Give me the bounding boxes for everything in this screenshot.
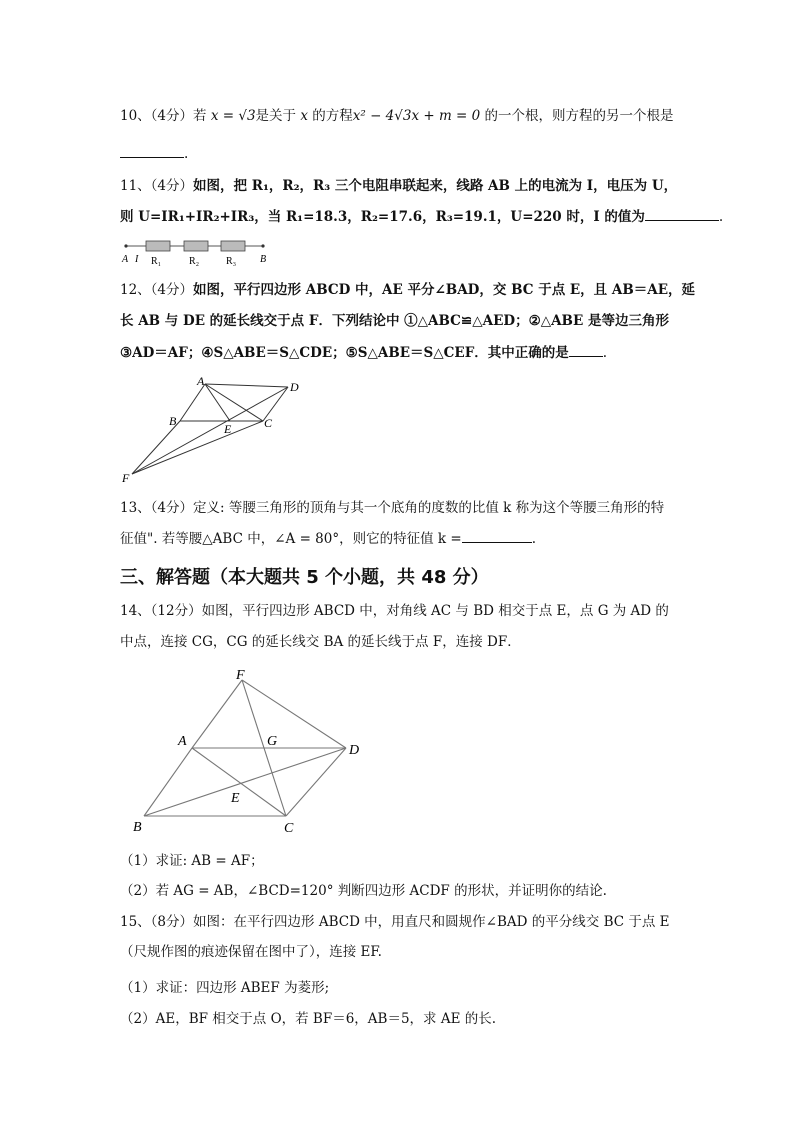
q15-subquestion-1 bbox=[120, 978, 329, 998]
question-12-line-2 bbox=[120, 311, 669, 331]
label-b: B bbox=[133, 820, 142, 835]
terminal-a bbox=[124, 244, 127, 247]
q13-text-1: 定义: 等腰三角形的顶角与其一个底角的度数的比值 k 称为这个等腰三角形的特 bbox=[193, 500, 665, 516]
label-e: E bbox=[231, 791, 240, 806]
q10-answer-line bbox=[120, 143, 188, 164]
q12-answer-blank[interactable] bbox=[569, 342, 603, 357]
section-heading: 三、解答题（本大题共 5 个小题，共 48 分） bbox=[120, 567, 489, 588]
seg-ad bbox=[205, 384, 288, 387]
label-g: G bbox=[267, 734, 278, 749]
q10-text-1: 若 bbox=[193, 108, 207, 124]
terminal-b bbox=[261, 244, 264, 247]
q14-text-2: 中点，连接 CG，CG 的延长线交 BA 的延长线于点 F，连接 DF． bbox=[120, 634, 521, 650]
q10-period: . bbox=[184, 146, 189, 162]
question-15-line-2 bbox=[120, 942, 382, 962]
q10-text-4: 的一个根，则方程的另一个根是 bbox=[484, 108, 674, 124]
question-12-line-3 bbox=[120, 342, 607, 363]
resistor-r3 bbox=[221, 241, 245, 251]
q12-text-3: ③AD＝AF；④S△ABE＝S△CDE；⑤S△ABE＝S△CEF．其中正确的是 bbox=[120, 345, 569, 361]
q13-number: 13、（4分） bbox=[120, 500, 194, 516]
q12-text-2: 长 AB 与 DE 的延长线交于点 F．下列结论中 ①△ABC≌△AED；②△ABE 是等边三角形 bbox=[120, 313, 669, 329]
seg-ae bbox=[205, 384, 230, 421]
label-r3: R₃ bbox=[226, 256, 237, 267]
q14-subquestion-1 bbox=[120, 851, 264, 871]
label-f: F bbox=[122, 471, 130, 485]
q11-number: 11、（4分） bbox=[120, 178, 194, 194]
q14-sub-2-text: （2）若 AG = AB，∠BCD=120° 判断四边形 ACDF 的形状，并证明你的结论. bbox=[120, 883, 607, 899]
question-11-line-1 bbox=[120, 176, 677, 196]
seg-bf bbox=[132, 421, 180, 474]
q15-sub-2-text: （2）AE，BF 相交于点 O，若 BF＝6，AB＝5，求 AE 的长. bbox=[120, 1011, 497, 1027]
seg-fd bbox=[242, 680, 346, 748]
label-r1: R₁ bbox=[151, 256, 162, 267]
question-12-line-1 bbox=[120, 280, 695, 300]
seg-fa bbox=[192, 680, 242, 748]
question-10 bbox=[120, 106, 674, 126]
q10-equation-2: x² − 4√3x + m = 0 bbox=[352, 108, 481, 124]
q10-text-3: 的方程 bbox=[312, 108, 353, 124]
seg-ac bbox=[205, 384, 263, 421]
label-d: D bbox=[349, 743, 360, 758]
resistor-r2 bbox=[184, 241, 208, 251]
label-c: C bbox=[264, 416, 273, 430]
q12-text-1: 如图，平行四边形 ABCD 中，AE 平分∠BAD，交 BC 于点 E，且 AB＝AE，延 bbox=[193, 282, 696, 298]
label-f: F bbox=[236, 668, 245, 683]
seg-fd bbox=[132, 387, 288, 474]
q12-figure bbox=[118, 374, 318, 486]
question-15-line-1 bbox=[120, 912, 670, 932]
q10-answer-blank[interactable] bbox=[120, 143, 184, 158]
q15-sub-1-text: （1）求证：四边形 ABEF 为菱形; bbox=[120, 980, 330, 996]
question-13-line-2 bbox=[120, 528, 536, 549]
seg-ab bbox=[180, 384, 205, 421]
q15-text-2: （尺规作图的痕迹保留在图中了），连接 EF. bbox=[120, 944, 382, 960]
label-c: C bbox=[284, 821, 294, 836]
q11-text-1: 如图，把 R₁，R₂，R₃ 三个电阻串联起来，线路 AB 上的电流为 I，电压为 U， bbox=[193, 178, 678, 194]
q13-text-2: 征值". 若等腰△ABC 中，∠A = 80°，则它的特征值 k = bbox=[120, 531, 462, 547]
q11-answer-blank[interactable] bbox=[645, 206, 719, 221]
q14-subquestion-2 bbox=[120, 881, 607, 901]
label-r2: R₂ bbox=[189, 256, 200, 267]
label-a: A bbox=[197, 374, 205, 388]
label-b: B bbox=[260, 254, 267, 265]
label-current: I bbox=[135, 254, 139, 265]
circuit-diagram bbox=[118, 236, 278, 270]
question-14-line-2 bbox=[120, 632, 521, 652]
label-a: A bbox=[122, 254, 129, 265]
question-11-line-2 bbox=[120, 206, 723, 227]
seg-fc bbox=[132, 421, 263, 474]
q15-number: 15、（8分） bbox=[120, 914, 194, 930]
q11-period: . bbox=[718, 209, 724, 225]
q12-period: . bbox=[602, 345, 608, 361]
q15-subquestion-2 bbox=[120, 1009, 496, 1029]
q12-number: 12、（4分） bbox=[120, 282, 194, 298]
q14-sub-1-text: （1）求证: AB = AF； bbox=[120, 853, 264, 869]
q14-number: 14、（12分） bbox=[120, 603, 202, 619]
q10-number: 10、（4分） bbox=[120, 108, 194, 124]
label-a: A bbox=[178, 734, 187, 749]
question-13-line-1 bbox=[120, 498, 664, 518]
q10-text-2: 是关于 bbox=[255, 108, 297, 124]
seg-ab bbox=[144, 748, 192, 816]
q10-equation-1: x = √3 bbox=[210, 108, 256, 124]
q13-period: . bbox=[531, 531, 536, 547]
q10-variable: x bbox=[300, 108, 308, 124]
resistor-r1 bbox=[146, 241, 170, 251]
label-b: B bbox=[169, 414, 177, 428]
q14-figure bbox=[128, 666, 368, 838]
question-14-line-1 bbox=[120, 601, 669, 621]
label-d: D bbox=[290, 380, 299, 394]
label-e: E bbox=[224, 422, 232, 436]
q13-answer-blank[interactable] bbox=[462, 528, 532, 543]
q14-text-1: 如图，平行四边形 ABCD 中，对角线 AC 与 BD 相交于点 E，点 G 为 AD 的 bbox=[201, 603, 669, 619]
q15-text-1: 如图：在平行四边形 ABCD 中，用直尺和圆规作∠BAD 的平分线交 BC 于点 E bbox=[193, 914, 670, 930]
q11-text-2: 则 U=IR₁+IR₂+IR₃，当 R₁=18.3，R₂=17.6，R₃=19.1，U=220 时，I 的值为 bbox=[120, 209, 645, 225]
